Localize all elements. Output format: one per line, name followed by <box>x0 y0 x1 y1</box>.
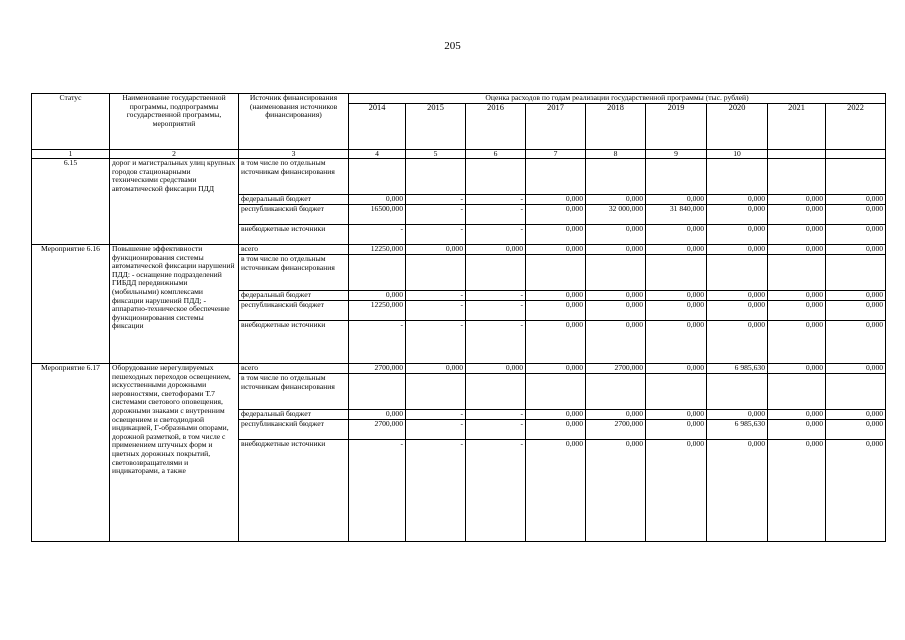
value-cell: 0,000 <box>768 195 826 205</box>
value-cell: 2700,000 <box>349 364 406 374</box>
value-cell <box>768 255 826 291</box>
value-cell: 0,000 <box>526 420 586 440</box>
status-cell: 6.15 <box>32 159 110 245</box>
value-cell <box>586 159 646 195</box>
value-cell: 0,000 <box>526 225 586 245</box>
value-cell: 0,000 <box>826 245 886 255</box>
value-cell: 0,000 <box>466 245 526 255</box>
value-cell <box>466 159 526 195</box>
value-cell: 0,000 <box>526 364 586 374</box>
value-cell: 0,000 <box>586 195 646 205</box>
value-cell: 0,000 <box>586 301 646 321</box>
header-year-2016: 2016 <box>466 104 526 150</box>
value-cell: 0,000 <box>768 410 826 420</box>
value-cell: 0,000 <box>768 364 826 374</box>
value-cell: 2700,000 <box>586 420 646 440</box>
name-cell: дорог и магистральных улиц крупных городов стационарными техническими средствами автоматической фиксации ПДД <box>110 159 239 245</box>
value-cell: 0,000 <box>646 291 707 301</box>
value-cell: 0,000 <box>768 245 826 255</box>
source-cell: внебюджетные источники <box>239 321 349 364</box>
value-cell: 0,000 <box>826 440 886 542</box>
value-cell: 0,000 <box>646 225 707 245</box>
header-year-2015: 2015 <box>406 104 466 150</box>
value-cell: 0,000 <box>826 205 886 225</box>
header-year-2021: 2021 <box>768 104 826 150</box>
value-cell <box>707 255 768 291</box>
value-cell: - <box>406 301 466 321</box>
table-row <box>32 245 886 255</box>
header-year-2018: 2018 <box>586 104 646 150</box>
value-cell <box>466 374 526 410</box>
value-cell <box>349 159 406 195</box>
value-cell: 0,000 <box>526 301 586 321</box>
value-cell: 0,000 <box>826 410 886 420</box>
value-cell: 31 840,000 <box>646 205 707 225</box>
header-year-2014: 2014 <box>349 104 406 150</box>
value-cell <box>526 159 586 195</box>
header-year-2019: 2019 <box>646 104 707 150</box>
value-cell: - <box>349 225 406 245</box>
value-cell <box>826 255 886 291</box>
value-cell: 0,000 <box>349 195 406 205</box>
column-index-cell: 5 <box>406 150 466 159</box>
column-index-cell: 10 <box>707 150 768 159</box>
value-cell <box>826 374 886 410</box>
value-cell: - <box>466 291 526 301</box>
value-cell: 2700,000 <box>586 364 646 374</box>
source-cell: федеральный бюджет <box>239 410 349 420</box>
value-cell: 0,000 <box>586 291 646 301</box>
source-cell: в том числе по отдельным источникам финансирования <box>239 159 349 195</box>
value-cell: 0,000 <box>646 321 707 364</box>
value-cell: 0,000 <box>826 301 886 321</box>
source-cell: федеральный бюджет <box>239 195 349 205</box>
value-cell: 0,000 <box>646 301 707 321</box>
value-cell: 0,000 <box>349 410 406 420</box>
source-cell: внебюджетные источники <box>239 225 349 245</box>
source-cell: всего <box>239 245 349 255</box>
value-cell <box>768 374 826 410</box>
value-cell: - <box>406 420 466 440</box>
value-cell: 0,000 <box>707 225 768 245</box>
value-cell: 0,000 <box>826 420 886 440</box>
value-cell <box>406 374 466 410</box>
value-cell: 0,000 <box>768 205 826 225</box>
column-index-cell <box>826 150 886 159</box>
value-cell: - <box>349 440 406 542</box>
column-index-cell: 1 <box>32 150 110 159</box>
value-cell <box>826 159 886 195</box>
source-cell: федеральный бюджет <box>239 291 349 301</box>
value-cell: 0,000 <box>707 321 768 364</box>
column-index-cell: 4 <box>349 150 406 159</box>
value-cell <box>646 159 707 195</box>
value-cell: 0,000 <box>646 364 707 374</box>
value-cell <box>406 159 466 195</box>
value-cell: - <box>466 225 526 245</box>
column-index-cell: 9 <box>646 150 707 159</box>
value-cell: 0,000 <box>707 205 768 225</box>
value-cell <box>349 255 406 291</box>
value-cell: - <box>466 301 526 321</box>
value-cell: 0,000 <box>586 225 646 245</box>
source-cell: республиканский бюджет <box>239 301 349 321</box>
value-cell: 0,000 <box>707 301 768 321</box>
value-cell <box>526 255 586 291</box>
value-cell: 0,000 <box>526 205 586 225</box>
value-cell: 2700,000 <box>349 420 406 440</box>
value-cell: 0,000 <box>646 195 707 205</box>
value-cell: - <box>466 410 526 420</box>
value-cell: 0,000 <box>768 225 826 245</box>
column-index-row <box>32 150 886 159</box>
value-cell: 12250,000 <box>349 245 406 255</box>
value-cell: 0,000 <box>707 410 768 420</box>
value-cell: 0,000 <box>826 291 886 301</box>
source-cell: республиканский бюджет <box>239 205 349 225</box>
source-cell: в том числе по отдельным источникам финансирования <box>239 374 349 410</box>
value-cell: 0,000 <box>526 195 586 205</box>
value-cell: 0,000 <box>586 440 646 542</box>
value-cell: 0,000 <box>707 195 768 205</box>
value-cell: 0,000 <box>826 364 886 374</box>
status-cell: Мероприятие 6.17 <box>32 364 110 542</box>
value-cell: 0,000 <box>646 420 707 440</box>
page-number: 205 <box>444 40 461 52</box>
source-cell: республиканский бюджет <box>239 420 349 440</box>
status-cell: Мероприятие 6.16 <box>32 245 110 364</box>
value-cell: 0,000 <box>707 440 768 542</box>
header-estimate: Оценка расходов по годам реализации государственной программы (тыс. рублей) <box>349 94 886 104</box>
value-cell: - <box>406 195 466 205</box>
value-cell <box>406 255 466 291</box>
column-index-cell: 2 <box>110 150 239 159</box>
value-cell: 0,000 <box>826 195 886 205</box>
value-cell: 16500,000 <box>349 205 406 225</box>
value-cell: 0,000 <box>526 410 586 420</box>
header-source: Источник финансирования (наименования источников финансирования) <box>239 94 349 150</box>
value-cell <box>466 255 526 291</box>
header-year-2020: 2020 <box>707 104 768 150</box>
value-cell: 0,000 <box>646 410 707 420</box>
header-year-2017: 2017 <box>526 104 586 150</box>
value-cell <box>707 374 768 410</box>
value-cell: 0,000 <box>768 291 826 301</box>
value-cell: 0,000 <box>406 245 466 255</box>
value-cell: 0,000 <box>768 321 826 364</box>
value-cell: 0,000 <box>826 321 886 364</box>
name-cell: Повышение эффективности функционирования системы автоматической фиксации нарушений ПДД: - оснащение подразделений ГИБДД передвижными (мобильными) комплексами фиксации нарушений ПДД; - аппаратно-техническое обеспечение функционирования системы фиксации <box>110 245 239 364</box>
value-cell <box>768 159 826 195</box>
column-index-cell: 8 <box>586 150 646 159</box>
value-cell: 0,000 <box>707 245 768 255</box>
value-cell: - <box>406 321 466 364</box>
value-cell: 0,000 <box>526 440 586 542</box>
column-index-cell: 3 <box>239 150 349 159</box>
table-row <box>32 159 886 195</box>
table-row <box>32 364 886 374</box>
value-cell: - <box>406 440 466 542</box>
value-cell: - <box>466 205 526 225</box>
value-cell <box>646 374 707 410</box>
value-cell <box>349 374 406 410</box>
column-index-cell: 6 <box>466 150 526 159</box>
value-cell: 12250,000 <box>349 301 406 321</box>
value-cell: - <box>406 291 466 301</box>
value-cell: 0,000 <box>526 245 586 255</box>
value-cell: - <box>466 195 526 205</box>
value-cell: 0,000 <box>586 245 646 255</box>
value-cell <box>526 374 586 410</box>
name-cell: Оборудование нерегулируемых пешеходных переходов освещением, искусственными дорожными неровностями, светофорами Т.7 системами светового оповещения, дорожными знаками с внутренним освещением и светодиодной индикацией, Г-образными опорами, дорожной разметкой, в том числе с применением штучных форм и цветных дорожных покрытий, световозвращателями и индикаторами, а также <box>110 364 239 542</box>
header-status: Статус <box>32 94 110 150</box>
value-cell: 0,000 <box>526 291 586 301</box>
value-cell: 32 000,000 <box>586 205 646 225</box>
value-cell: 6 985,630 <box>707 420 768 440</box>
value-cell <box>707 159 768 195</box>
column-index-cell: 7 <box>526 150 586 159</box>
source-cell: всего <box>239 364 349 374</box>
value-cell: 0,000 <box>466 364 526 374</box>
value-cell: 0,000 <box>406 364 466 374</box>
value-cell: 0,000 <box>768 420 826 440</box>
value-cell: - <box>466 321 526 364</box>
header-name: Наименование государственной программы, подпрограммы государственной программы, мероприятий <box>110 94 239 150</box>
value-cell <box>586 255 646 291</box>
value-cell: - <box>349 321 406 364</box>
budget-table <box>31 93 886 542</box>
value-cell: 0,000 <box>707 291 768 301</box>
value-cell: - <box>406 205 466 225</box>
value-cell <box>646 255 707 291</box>
value-cell <box>586 374 646 410</box>
value-cell: - <box>406 225 466 245</box>
value-cell: 0,000 <box>646 440 707 542</box>
value-cell: 0,000 <box>586 410 646 420</box>
value-cell: 0,000 <box>349 291 406 301</box>
value-cell: 0,000 <box>768 440 826 542</box>
value-cell: 0,000 <box>768 301 826 321</box>
value-cell: 6 985,630 <box>707 364 768 374</box>
value-cell: - <box>466 420 526 440</box>
source-cell: в том числе по отдельным источникам финансирования <box>239 255 349 291</box>
column-index-cell <box>768 150 826 159</box>
value-cell: 0,000 <box>526 321 586 364</box>
value-cell: - <box>466 440 526 542</box>
header-year-2022: 2022 <box>826 104 886 150</box>
value-cell: 0,000 <box>586 321 646 364</box>
header-row <box>32 94 886 104</box>
source-cell: внебюджетные источники <box>239 440 349 542</box>
value-cell: - <box>406 410 466 420</box>
value-cell: 0,000 <box>826 225 886 245</box>
value-cell: 0,000 <box>646 245 707 255</box>
